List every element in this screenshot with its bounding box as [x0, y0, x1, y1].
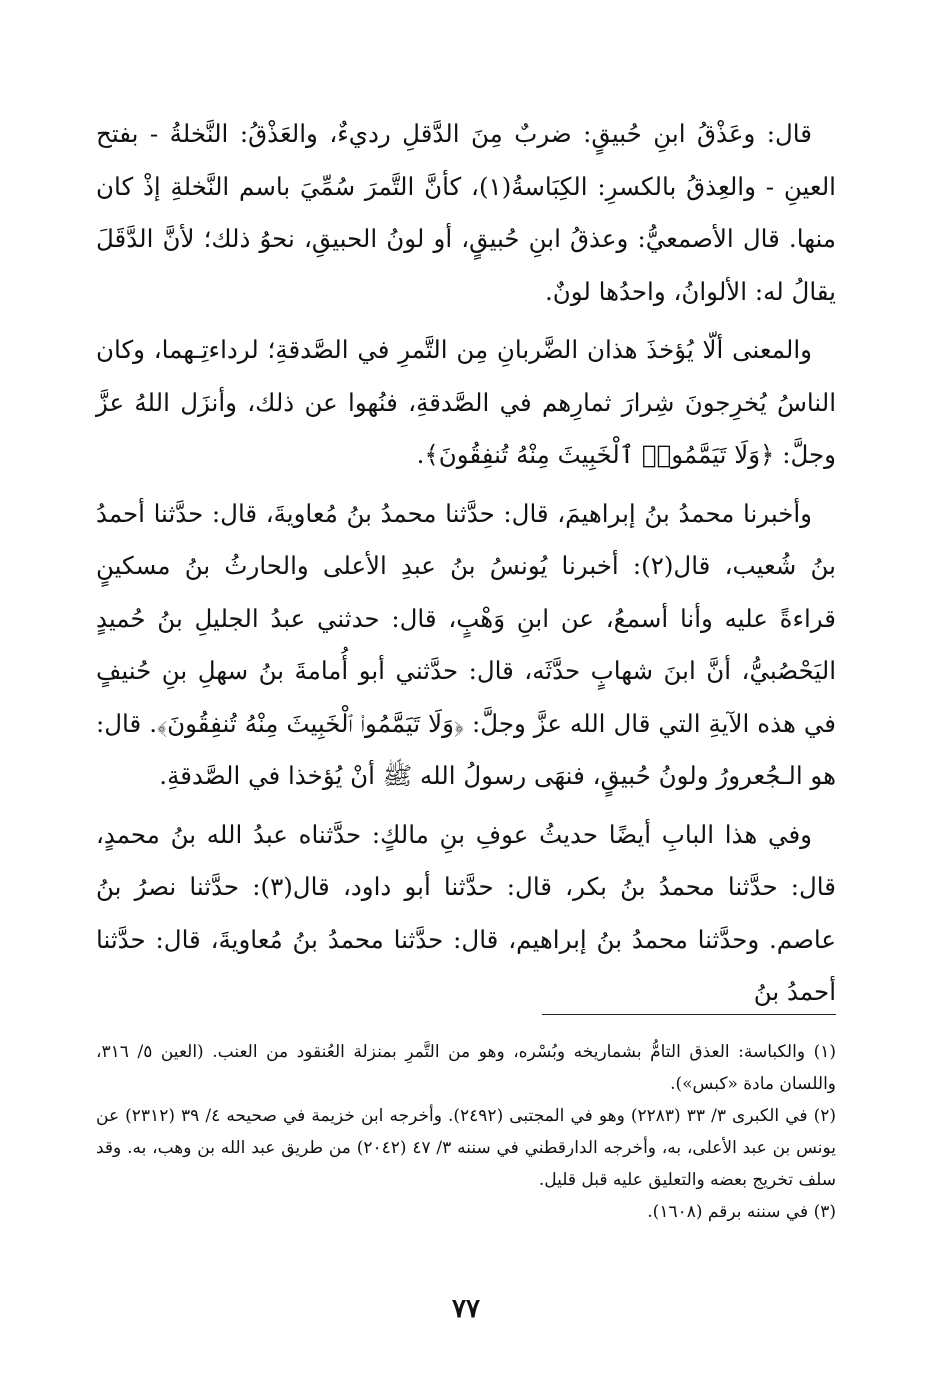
paragraph: قال: وعَذْقُ ابنِ حُبيقٍ: ضربٌ مِنَ الدَّقلِ رديءٌ، والعَذْقُ: النَّخلةُ - بفتح العينِ - والعِذقُ بالكسرِ: الكِبَاسةُ(١)، كأنَّ التَّمرَ سُمِّيَ باسم النَّخلةِ إذْ كان منها. قال الأصمعيُّ: وعذقُ ابنِ حُبيقٍ، أو لونُ الحبيقِ، نحوُ ذلك؛ لأنَّ الدَّقَلَ يقالُ له: الألوانُ، واحدُها لونٌ.: [96, 119, 836, 306]
footnotes: [96, 1036, 836, 1228]
footnote: (٣) في سننه برقم (١٦٠٨).: [647, 1202, 836, 1222]
footnote: (٢) في الكبرى ٣/ ٣٣ (٢٢٨٣) وهو في المجتبى (٢٤٩٢). وأخرجه ابن خزيمة في صحيحه ٤/ ٣٩ (٢٣١٢) عن يونس بن عبد الأعلى، به، وأخرجه الدارقطني في سننه ٣/ ٤٧ (٢٠٤٢) من طريق عبد الله بن وهب، به. وقد سلف تخريج بعضه والتعليق عليه قبل قليل.: [96, 1106, 837, 1190]
paragraph: وفي هذا البابِ أيضًا حديثُ عوفِ بنِ مالكٍ: حدَّثناه عبدُ الله بنُ محمدٍ، قال: حدَّثنا محمدُ بنُ بكر، قال: حدَّثنا أبو داود، قال(٣): حدَّثنا نصرُ بنُ عاصم. وحدَّثنا محمدُ بنُ إبراهيم، قال: حدَّثنا محمدُ بنُ مُعاويةَ، قال: حدَّثنا أحمدُ بنُ: [96, 819, 836, 1006]
main-text: [96, 108, 836, 1025]
paragraph: والمعنى ألّا يُؤخذَ هذان الضَّربانِ مِن التَّمرِ في الصَّدقةِ؛ لرداءتِـهما، وكان الناسُ يُخرِجونَ شِرارَ ثمارِهم في الصَّدقةِ، فنُهوا عن ذلك، وأنزَل اللهُ عزَّ وجلَّ: ﴿وَلَا تَيَمَّمُوا۟ ٱلْخَبِيثَ مِنْهُ تُنفِقُونَ﴾.: [96, 335, 836, 469]
footnote: (١) والكباسة: العذق التامُّ بشماريخه وبُسْره، وهو من التَّمرِ بمنزلة العُنقود من العنب. (العين ٥/ ٣١٦، واللسان مادة «كبس»).: [96, 1042, 836, 1094]
paragraph: وأخبرنا محمدُ بنُ إبراهيمَ، قال: حدَّثنا محمدُ بنُ مُعاويةَ، قال: حدَّثنا أحمدُ بنُ شُعيب، قال(٢): أخبرنا يُونسُ بنُ عبدِ الأعلى والحارثُ بنُ مسكينٍ قراءةً عليه وأنا أسمعُ، عن ابنِ وَهْبٍ، قال: حدثني عبدُ الجليلِ بنُ حُميدٍ اليَحْصُبيُّ، أنَّ ابنَ شهابٍ حدَّثَه، قال: حدَّثني أبو أُمامةَ بنُ سهلِ بنِ حُنيفٍ في هذه الآيةِ التي قال الله عزَّ وجلَّ: ﴿وَلَا تَيَمَّمُوا۟ ٱلْخَبِيثَ مِنْهُ تُنفِقُونَ﴾. قال: هو الـجُعرورُ ولونُ حُبيقٍ، فنهَى رسولُ الله ﷺ أنْ يُؤخذا في الصَّدقةِ.: [96, 498, 836, 790]
page-number: ٧٧: [452, 1294, 480, 1324]
footnote-divider: [542, 1014, 836, 1015]
